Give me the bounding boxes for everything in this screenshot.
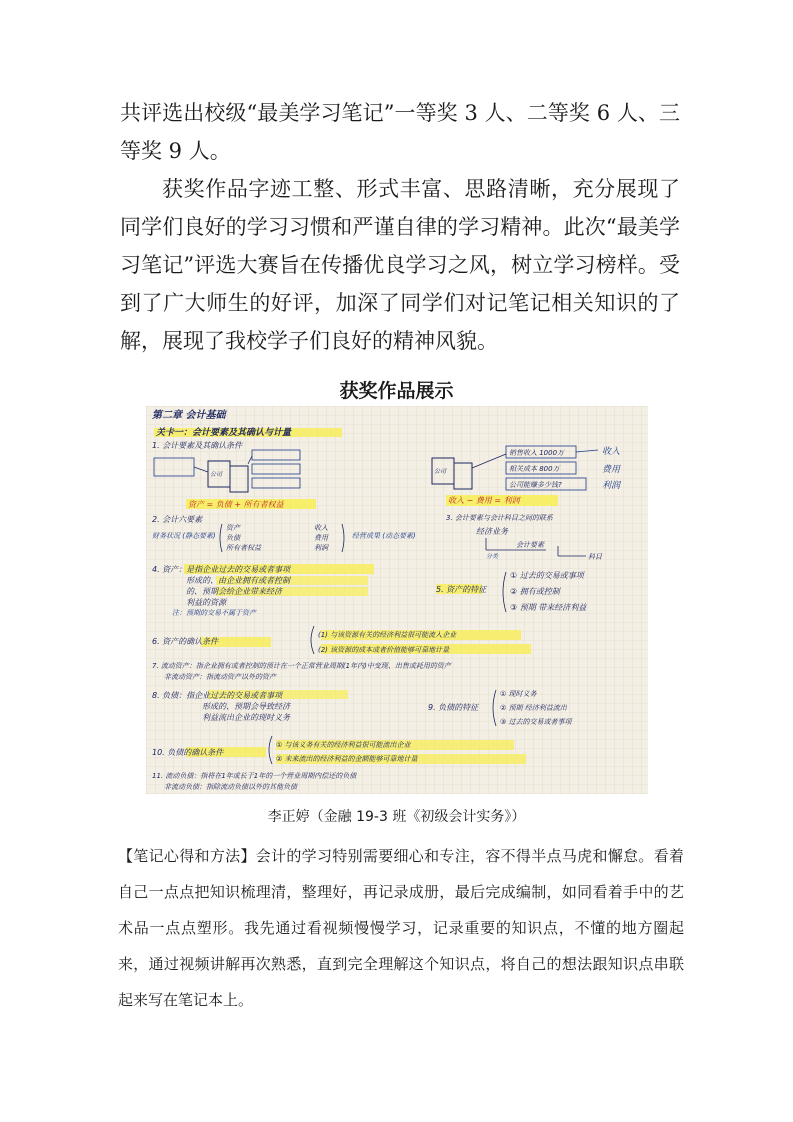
- liability-condition-2: ② 未来流出的经济利益的金额能够可靠地计量: [276, 755, 418, 763]
- note-line-8c: 利益流出企业的现时义务: [202, 713, 290, 722]
- photo-caption: 李正婷（金融 19-3 班《初级会计实务》）: [267, 809, 526, 825]
- profit-question: 公司能赚多少钱?: [509, 481, 562, 489]
- account-subject: 科目: [588, 553, 602, 561]
- note-line-10: 10. 负债的确认条件: [152, 748, 224, 757]
- economic-business: 经济业务: [476, 527, 508, 536]
- note-line-5: 5. 资产的特征: [436, 585, 487, 594]
- liability-feature-2: ② 预期 经济利益流出: [500, 704, 567, 712]
- liability-condition-1: ① 与该义务有关的经济利益很可能流出企业: [276, 741, 411, 749]
- element-liabilities: 负债: [226, 534, 240, 542]
- handwritten-note-image: [146, 406, 648, 794]
- related-cost: 相关成本 800万: [509, 465, 560, 473]
- company-label-left: 公司: [210, 471, 223, 478]
- note-line-6: 6. 资产的确认条件: [152, 637, 219, 646]
- asset-feature-1: ① 过去的交易或事项: [510, 571, 584, 580]
- note-line-9: 9. 负债的特征: [428, 703, 479, 712]
- sales-income: 销售收入 1000万: [509, 449, 565, 457]
- equation-assets: 资产 = 负债 + 所有者权益: [188, 500, 284, 509]
- result-income: 收入: [602, 447, 621, 457]
- asset-feature-2: ② 拥有或控制: [510, 587, 560, 596]
- method-paragraph: 【笔记心得和方法】会计的学习特别需要细心和专注，容不得半点马虎和懈怠。看着自己一点点把知识梳理清，整理好，再记录成册，最后完成编制，如同看着手中的艺术品一点点塑形。我先通过看视频慢慢学习，记录重要的知识点，不懂的地方圈起来，通过视频讲解再次熟悉，直到完全理解这个知识点，将自己的想法跟知识点串联起来写在笔记本上。: [118, 847, 684, 1009]
- asset-condition-1: (1) 与该资源有关的经济利益很可能流入企业: [318, 631, 457, 639]
- asset-feature-3: ③ 预期 带来经济利益: [510, 603, 587, 612]
- note-line-4d: 利益的资源: [186, 598, 226, 607]
- dynamic-elements: 经营成果 (动态要素): [352, 532, 416, 540]
- note-subtitle: 关卡一：会计要素及其确认与计量: [156, 428, 292, 438]
- note-line-2: 2. 会计六要素: [152, 515, 203, 524]
- intro-paragraph: 共评选出校级“最美学习笔记”一等奖 3 人、二等奖 6 人、三等奖 9 人。: [120, 101, 680, 163]
- asset-condition-2: (2) 该资源的成本或者价值能够可靠地计量: [318, 646, 450, 654]
- note-line-11b: 非流动负债：指除流动负债以外的其他负债: [164, 783, 297, 791]
- result-expense: 费用: [602, 465, 621, 475]
- note-line-7: 7. 流动资产：指企业拥有或者控制的预计在一个正常营业周期(1年内)中变现、出售或耗用的资产: [152, 662, 451, 670]
- element-equity: 所有者权益: [226, 544, 261, 552]
- company-label-right: 公司: [434, 468, 447, 475]
- note-line-8b: 形成的、预期会导致经济: [202, 702, 290, 711]
- note-line-1: 1. 会计要素及其确认条件: [152, 441, 243, 450]
- element-expense: 费用: [314, 534, 328, 542]
- note-line-4: 4. 资产：是指企业过去的交易或者事项: [152, 565, 291, 574]
- note-line-7b: 非流动资产：指流动资产以外的资产: [164, 673, 276, 681]
- note-line-4b: 形成的、由企业拥有或者控制: [186, 576, 290, 585]
- note-title: 第二章 会计基础: [152, 410, 226, 421]
- summary-paragraph: 获奖作品字迹工整、形式丰富、思路清晰，充分展现了同学们良好的学习习惯和严谨自律的学习精神。此次“最美学习笔记”评选大赛旨在传播优良学习之风，树立学习榜样。受到了广大师生的好评，加深了同学们对记笔记相关知识的了解，展现了我校学子们良好的精神风貌。: [120, 177, 680, 353]
- note-line-11: 11. 流动负债：指将在1年或长于1年的一个营业周期内偿还的负债: [152, 772, 357, 780]
- note-line-4e: 注：预期的交易不属于资产: [172, 609, 256, 617]
- accounting-element: 会计要素: [516, 541, 544, 549]
- element-profit: 利润: [314, 544, 328, 552]
- note-line-4c: 的、预期会给企业带来经济: [186, 587, 282, 596]
- note-line-3: 3. 会计要素与会计科目之间的联系: [446, 514, 553, 522]
- equation-profit: 收入 − 费用 = 利润: [448, 496, 520, 505]
- award-note-photo: [146, 406, 648, 794]
- static-elements: 财务状况 (静态要素): [152, 532, 216, 540]
- classify-label: 分类: [486, 553, 499, 560]
- section-title: 获奖作品展示: [339, 380, 454, 402]
- liability-feature-1: ① 现时义务: [500, 690, 537, 698]
- note-line-8: 8. 负债：指企业过去的交易或者事项: [152, 691, 283, 700]
- element-assets: 资产: [226, 524, 240, 532]
- liability-feature-3: ③ 过去的交易或者事项: [500, 718, 572, 726]
- element-income: 收入: [314, 524, 328, 532]
- result-profit: 利润: [602, 481, 621, 491]
